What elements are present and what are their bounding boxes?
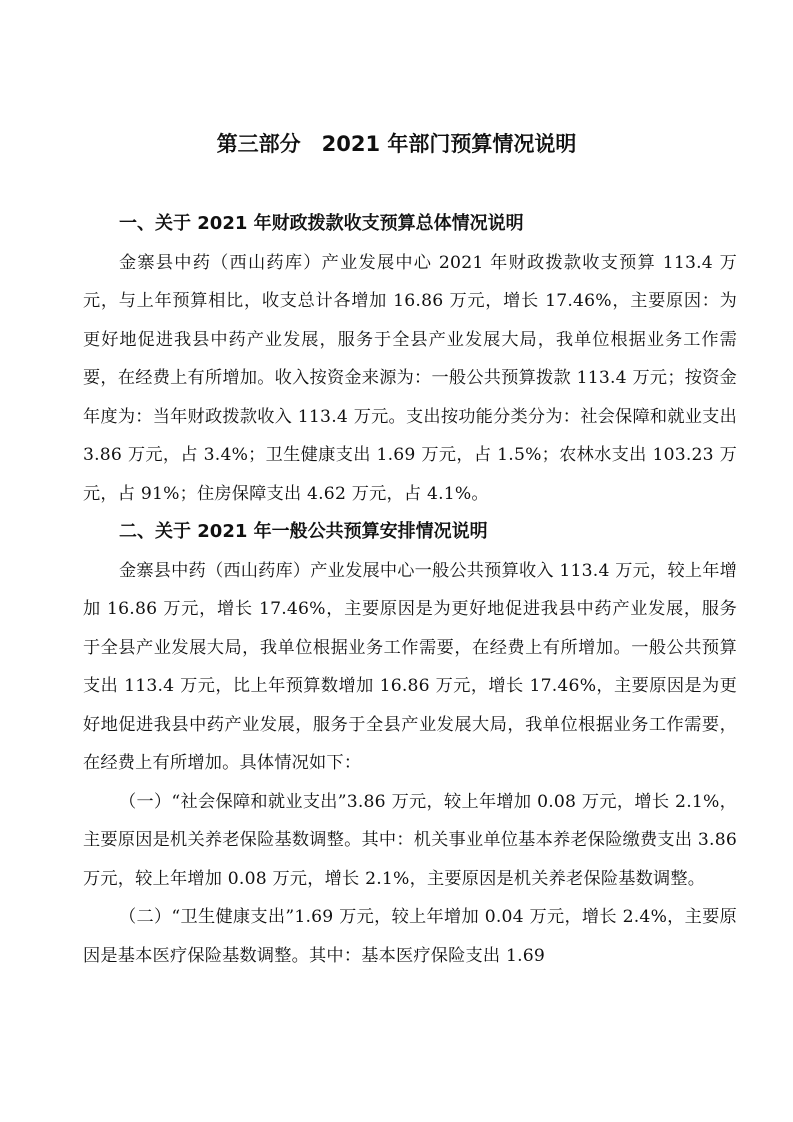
body-paragraph: 金寨县中药（西山药库）产业发展中心一般公共预算收入 113.4 万元，较上年增加 16.86 万元，增长 17.46%，主要原因是为更好地促进我县中药产业发展，服务于全县产业发展大局，我单位根据业务工作需要，在经费上有所增加。一般公共预算支出 113.4 万元，比上年预算数增加 16.86 万元，增长 17.46%，主要原因是为更好地促进我县中药产业发展，服务于全县产业发展大局，我单位根据业务工作需要，在经费上有所增加。具体情况如下： [83,560,737,773]
section-heading: 一、关于 2021 年财政拨款收支预算总体情况说明 [119,213,524,234]
section-general-budget [83,513,737,975]
section-overall-budget [83,205,737,513]
section-heading: 二、关于 2021 年一般公共预算安排情况说明 [119,521,488,542]
page-title: 第三部分 2021 年部门预算情况说明 [216,132,577,156]
document-body [83,205,737,975]
body-paragraph: （一）“社会保障和就业支出”3.86 万元，较上年增加 0.08 万元，增长 2.1%，主要原因是机关养老保险基数调整。其中：机关事业单位基本养老保险缴费支出 3.86 万元，较上年增加 0.08 万元，增长 2.1%，主要原因是机关养老保险基数调整。 [83,791,737,889]
body-paragraph: 金寨县中药（西山药库）产业发展中心 2021 年财政拨款收支预算 113.4 万元，与上年预算相比，收支总计各增加 16.86 万元，增长 17.46%，主要原因：为更好地促进我县中药产业发展，服务于全县产业发展大局，我单位根据业务工作需要，在经费上有所增加。收入按资金来源为：一般公共预算拨款 113.4 万元；按资金年度为：当年财政拨款收入 113.4 万元。支出按功能分类分为：社会保障和就业支出 3.86 万元，占 3.4%；卫生健康支出 1.69 万元，占 1.5%；农林水支出 103.23 万元，占 91%；住房保障支出 4.62 万元，占 4.1%。 [83,252,737,504]
body-paragraph: （二）“卫生健康支出”1.69 万元，较上年增加 0.04 万元，增长 2.4%，主要原因是基本医疗保险基数调整。其中：基本医疗保险支出 1.69 [83,907,737,966]
